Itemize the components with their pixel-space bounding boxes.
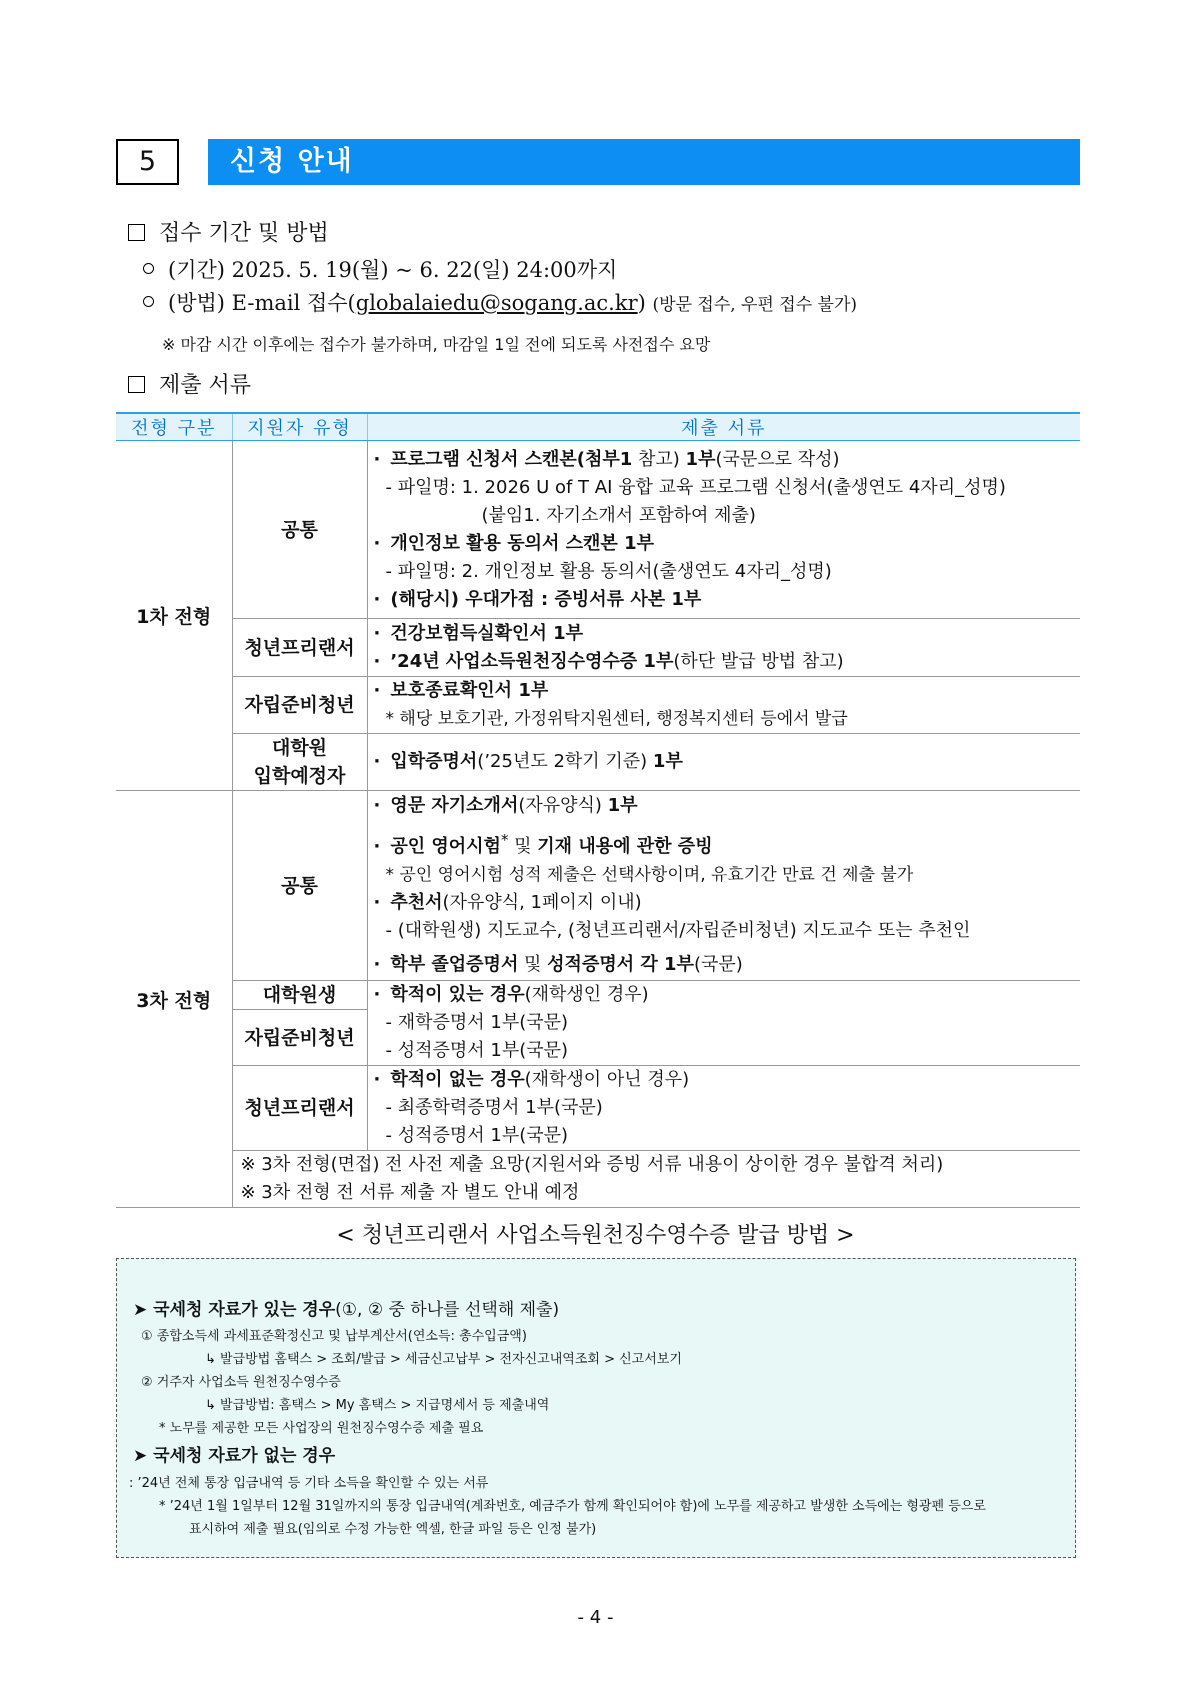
deadline-note: ※ 마감 시간 이후에는 접수가 불가하며, 마감일 1일 전에 되도록 사전접수 요망 — [162, 335, 711, 354]
section-number: 5 — [116, 139, 179, 185]
header-documents: 제출 서류 — [367, 413, 1080, 441]
type-freelancer-3: 청년프리랜서 — [232, 1066, 367, 1151]
docs-common-3: · 영문 자기소개서(자유양식) 1부 · 공인 영어시험* 및 기재 내용에 관한 증빙 * 공인 영어시험 성적 제출은 선택사항이며, 유효기간 만료 건 제출 불가 · 추천서(자유양식, 1페이지 이내) - (대학원생) 지도교수, (청년프리랜서/자립준비청년) 지도교수 또는 추천인 · 학부 졸업증명서 및 성적증명서 각 1부(국문) — [367, 791, 1080, 981]
section-title: 신청 안내 — [208, 139, 1080, 185]
type-grad-student: 대학원생 — [232, 981, 367, 1010]
header-applicant-type: 지원자 유형 — [232, 413, 367, 441]
freelancer-issuance-box — [116, 1258, 1076, 1558]
page-number: - 4 - — [577, 1607, 614, 1628]
docs-freelancer-1: · 건강보험득실확인서 1부 · ’24년 사업소득원천징수영수증 1부(하단 발급 방법 참고) — [367, 619, 1080, 677]
method-line: (방법) E-mail 접수(globalaiedu@sogang.ac.kr) (방문 접수, 우편 접수 불가) — [143, 287, 857, 317]
type-common-3: 공통 — [232, 791, 367, 981]
arrowhead-icon: ➤ — [133, 1446, 148, 1466]
docs-common-1: · 프로그램 신청서 스캔본(첨부1 참고) 1부(국문으로 작성) - 파일명: 1. 2026 U of T AI 융합 교육 프로그램 신청서(출생연도 4자리_성명) (붙임1. 자기소개서 포함하여 제출) · 개인정보 활용 동의서 스캔본 1부 - 파일명: 2. 개인정보 활용 동의서(출생연도 4자리_성명) · (해당시) 우대가점 : 증빙서류 사본 1부 — [367, 441, 1080, 619]
type-selfreliant-3: 자립준비청년 — [232, 1010, 367, 1066]
circle-bullet-icon — [143, 263, 154, 274]
box-heading-1: ➤ 국세청 자료가 있는 경우(①, ② 중 하나를 선택해 제출) — [133, 1300, 560, 1320]
type-grad-admit: 대학원 입학예정자 — [232, 734, 367, 791]
documents-table — [116, 412, 1080, 1208]
docs-selfreliant-1: · 보호종료확인서 1부 * 해당 보호기관, 가정위탁지원센터, 행정복지센터 등에서 발급 — [367, 677, 1080, 734]
period-heading: 접수 기간 및 방법 — [128, 216, 329, 247]
type-freelancer-1: 청년프리랜서 — [232, 619, 367, 677]
circle-bullet-icon — [143, 296, 154, 307]
round-1-cell: 1차 전형 — [116, 441, 232, 791]
type-common-1: 공통 — [232, 441, 367, 619]
checkbox-square-icon — [128, 376, 145, 393]
round-3-notes: ※ 3차 전형(면접) 전 사전 제출 요망(지원서와 증빙 서류 내용이 상이한 경우 불합격 처리) ※ 3차 전형 전 서류 제출 자 별도 안내 예정 — [232, 1151, 1080, 1208]
box-item-3-note: * ’24년 1월 1일부터 12월 31일까지의 통장 입금내역(계좌번호, 예금주가 함께 확인되어야 함)에 노무를 제공하고 발생한 소득에는 형광펜 등으로 — [159, 1499, 986, 1514]
box-item-1-path: ↳ 발급방법 홈택스 > 조회/발급 > 세금신고납부 > 전자신고내역조회 > 신고서보기 — [205, 1352, 682, 1367]
header-round: 전형 구분 — [116, 413, 232, 441]
box-item-1: ① 종합소득세 과세표준확정신고 및 납부계산서(연소득: 총수입금액) — [141, 1329, 527, 1344]
docs-freelancer-3: · 학적이 없는 경우(재학생이 아닌 경우) - 최종학력증명서 1부(국문) - 성적증명서 1부(국문) — [367, 1066, 1080, 1151]
checkbox-square-icon — [128, 224, 145, 241]
round-3-cell: 3차 전형 — [116, 791, 232, 1208]
box-item-2-path: ↳ 발급방법: 홈택스 > My 홈택스 > 지급명세서 등 제출내역 — [205, 1398, 550, 1413]
docs-grad-admit: · 입학증명서(’25년도 2학기 기준) 1부 — [367, 734, 1080, 791]
docs-enrolled: · 학적이 있는 경우(재학생인 경우) - 재학증명서 1부(국문) - 성적증명서 1부(국문) — [367, 981, 1080, 1066]
box-heading-2: ➤ 국세청 자료가 없는 경우 — [133, 1446, 336, 1466]
email-link[interactable]: globalaiedu@sogang.ac.kr — [355, 291, 638, 315]
docs-heading: 제출 서류 — [128, 368, 251, 399]
box-item-3: : ’24년 전체 통장 입금내역 등 기타 소득을 확인할 수 있는 서류 — [129, 1476, 489, 1491]
arrowhead-icon: ➤ — [133, 1300, 148, 1320]
box-item-3-note-cont: 표시하여 제출 필요(임의로 수정 가능한 엑셀, 한글 파일 등은 인정 불가) — [189, 1522, 597, 1537]
period-line: (기간) 2025. 5. 19(월) ~ 6. 22(일) 24:00까지 — [143, 254, 617, 284]
box-title: < 청년프리랜서 사업소득원천징수영수증 발급 방법 > — [336, 1223, 855, 1248]
box-item-2-note: * 노무를 제공한 모든 사업장의 원천징수영수증 제출 필요 — [159, 1421, 484, 1436]
type-selfreliant-1: 자립준비청년 — [232, 677, 367, 734]
box-item-2: ② 거주자 사업소득 원천징수영수증 — [141, 1375, 341, 1390]
